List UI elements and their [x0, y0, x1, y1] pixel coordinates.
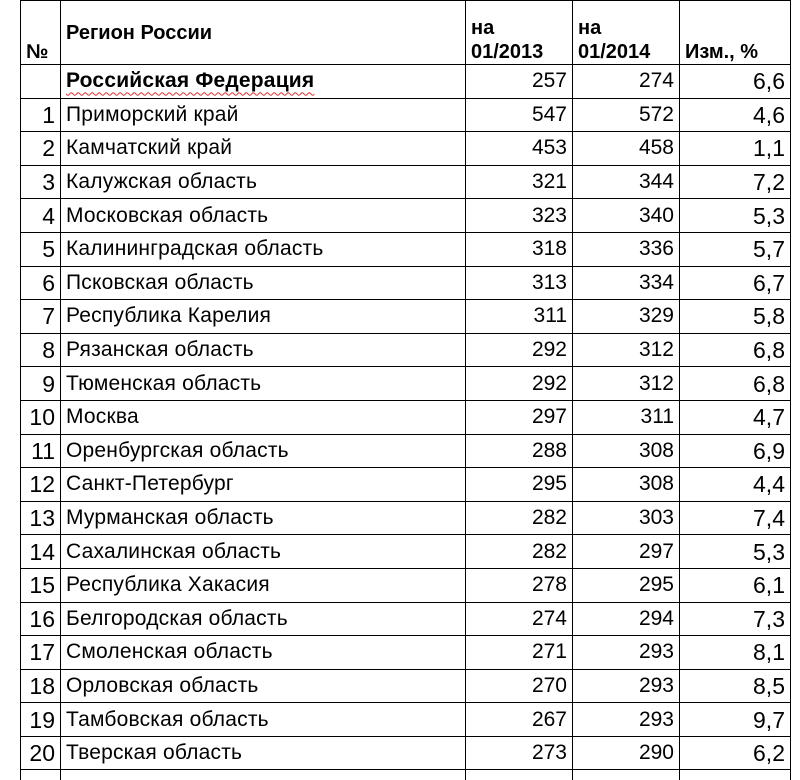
row-number: 5	[21, 232, 61, 266]
table-row	[21, 535, 791, 569]
row-change: 6,1	[680, 568, 791, 602]
row-number: 8	[21, 333, 61, 367]
row-region: Сахалинская область	[61, 535, 466, 569]
row-value-2013: 292	[466, 367, 573, 401]
table-row	[21, 468, 791, 502]
row-value-2014: 274	[573, 65, 680, 99]
table-row	[21, 400, 791, 434]
row-value-2014: 329	[573, 300, 680, 334]
row-region: Республика Хакасия	[61, 568, 466, 602]
row-value-2013: 271	[466, 636, 573, 670]
table-row	[21, 165, 791, 199]
row-region: Московская область	[61, 199, 466, 233]
row-value-2014: 312	[573, 333, 680, 367]
row-value-2013: 311	[466, 300, 573, 334]
row-region	[61, 65, 466, 99]
table-row-cutoff	[21, 770, 791, 780]
row-change: 5,3	[680, 535, 791, 569]
header-number: №	[21, 1, 61, 65]
row-number: 1	[21, 98, 61, 132]
row-value-2014: 297	[573, 535, 680, 569]
row-value-2014: 308	[573, 468, 680, 502]
row-value-2013: 321	[466, 165, 573, 199]
row-value-2014: 334	[573, 266, 680, 300]
row-number: 4	[21, 199, 61, 233]
row-number: 14	[21, 535, 61, 569]
row-number: 6	[21, 266, 61, 300]
table-row	[21, 333, 791, 367]
table-row	[21, 669, 791, 703]
row-region: Тамбовская область	[61, 703, 466, 737]
header-2014	[573, 1, 680, 65]
table-row	[21, 736, 791, 770]
row-value-2013: 313	[466, 266, 573, 300]
row-value-2014: 344	[573, 165, 680, 199]
row-value-2013: 295	[466, 468, 573, 502]
row-region: Калининградская область	[61, 232, 466, 266]
table-row	[21, 266, 791, 300]
row-change: 6,7	[680, 266, 791, 300]
row-change: 5,3	[680, 199, 791, 233]
header-2013-line2: 01/2013	[471, 41, 544, 63]
row-number: 9	[21, 367, 61, 401]
table-row	[21, 199, 791, 233]
row-region: Тюменская область	[61, 367, 466, 401]
row-value-2013: 257	[466, 65, 573, 99]
row-region: Камчатский край	[61, 132, 466, 166]
row-value-2014: 295	[573, 568, 680, 602]
row-region: Москва	[61, 400, 466, 434]
row-number: 2	[21, 132, 61, 166]
table-row	[21, 501, 791, 535]
header-change: Изм., %	[680, 1, 791, 65]
table-row	[21, 132, 791, 166]
row-value-2013: 547	[466, 98, 573, 132]
table-row	[21, 434, 791, 468]
table-row	[21, 602, 791, 636]
row-number: 18	[21, 669, 61, 703]
row-change: 7,3	[680, 602, 791, 636]
row-value-2013: 270	[466, 669, 573, 703]
row-value-2013: 282	[466, 501, 573, 535]
row-change: 6,9	[680, 434, 791, 468]
header-2013	[466, 1, 573, 65]
cutoff-cell	[680, 770, 791, 780]
row-value-2013: 318	[466, 232, 573, 266]
row-change: 9,7	[680, 703, 791, 737]
table-row	[21, 232, 791, 266]
row-value-2013: 278	[466, 568, 573, 602]
row-value-2014: 340	[573, 199, 680, 233]
row-value-2013: 323	[466, 199, 573, 233]
row-value-2013: 297	[466, 400, 573, 434]
cutoff-cell	[466, 770, 573, 780]
row-value-2014: 312	[573, 367, 680, 401]
row-change: 7,2	[680, 165, 791, 199]
row-change: 5,7	[680, 232, 791, 266]
row-change: 4,6	[680, 98, 791, 132]
row-change: 6,2	[680, 736, 791, 770]
row-number: 11	[21, 434, 61, 468]
row-number: 20	[21, 736, 61, 770]
header-2013-line1: на	[471, 17, 495, 39]
row-region: Санкт-Петербург	[61, 468, 466, 502]
row-change: 8,5	[680, 669, 791, 703]
row-value-2014: 311	[573, 400, 680, 434]
row-change: 6,8	[680, 367, 791, 401]
row-number: 17	[21, 636, 61, 670]
table-row	[21, 568, 791, 602]
table-row	[21, 703, 791, 737]
row-region: Псковская область	[61, 266, 466, 300]
row-number: 15	[21, 568, 61, 602]
row-value-2014: 293	[573, 636, 680, 670]
row-change: 6,8	[680, 333, 791, 367]
row-region: Смоленская область	[61, 636, 466, 670]
row-region: Рязанская область	[61, 333, 466, 367]
table-row	[21, 300, 791, 334]
table-row	[21, 98, 791, 132]
row-number: 19	[21, 703, 61, 737]
row-value-2013: 292	[466, 333, 573, 367]
region-name-total: Российская Федерация	[66, 69, 315, 93]
row-change: 1,1	[680, 132, 791, 166]
row-region: Белгородская область	[61, 602, 466, 636]
row-value-2014: 290	[573, 736, 680, 770]
row-region: Мурманская область	[61, 501, 466, 535]
region-ranking-table	[20, 0, 791, 780]
row-value-2013: 288	[466, 434, 573, 468]
row-value-2014: 294	[573, 602, 680, 636]
row-region: Республика Карелия	[61, 300, 466, 334]
row-number	[21, 65, 61, 99]
row-change: 4,7	[680, 400, 791, 434]
row-change: 8,1	[680, 636, 791, 670]
table-row	[21, 367, 791, 401]
row-value-2014: 293	[573, 669, 680, 703]
cutoff-cell	[21, 770, 61, 780]
table-row	[21, 636, 791, 670]
row-region: Калужская область	[61, 165, 466, 199]
header-region: Регион России	[61, 1, 466, 65]
row-change: 4,4	[680, 468, 791, 502]
row-value-2014: 336	[573, 232, 680, 266]
row-region: Тверская область	[61, 736, 466, 770]
row-number: 7	[21, 300, 61, 334]
cutoff-cell	[61, 770, 466, 780]
row-value-2014: 458	[573, 132, 680, 166]
row-value-2013: 282	[466, 535, 573, 569]
row-value-2014: 303	[573, 501, 680, 535]
row-value-2014: 308	[573, 434, 680, 468]
table-row-total	[21, 65, 791, 99]
row-number: 10	[21, 400, 61, 434]
row-value-2014: 293	[573, 703, 680, 737]
row-change: 7,4	[680, 501, 791, 535]
row-number: 16	[21, 602, 61, 636]
row-value-2014: 572	[573, 98, 680, 132]
row-region: Орловская область	[61, 669, 466, 703]
row-change: 5,8	[680, 300, 791, 334]
row-value-2013: 274	[466, 602, 573, 636]
row-number: 3	[21, 165, 61, 199]
table-header-row	[21, 1, 791, 65]
row-number: 13	[21, 501, 61, 535]
row-value-2013: 267	[466, 703, 573, 737]
row-change: 6,6	[680, 65, 791, 99]
header-2014-line2: 01/2014	[578, 41, 651, 63]
row-region: Оренбургская область	[61, 434, 466, 468]
row-value-2013: 453	[466, 132, 573, 166]
header-2014-line1: на	[578, 17, 602, 39]
row-number: 12	[21, 468, 61, 502]
row-value-2013: 273	[466, 736, 573, 770]
cutoff-cell	[573, 770, 680, 780]
row-region: Приморский край	[61, 98, 466, 132]
